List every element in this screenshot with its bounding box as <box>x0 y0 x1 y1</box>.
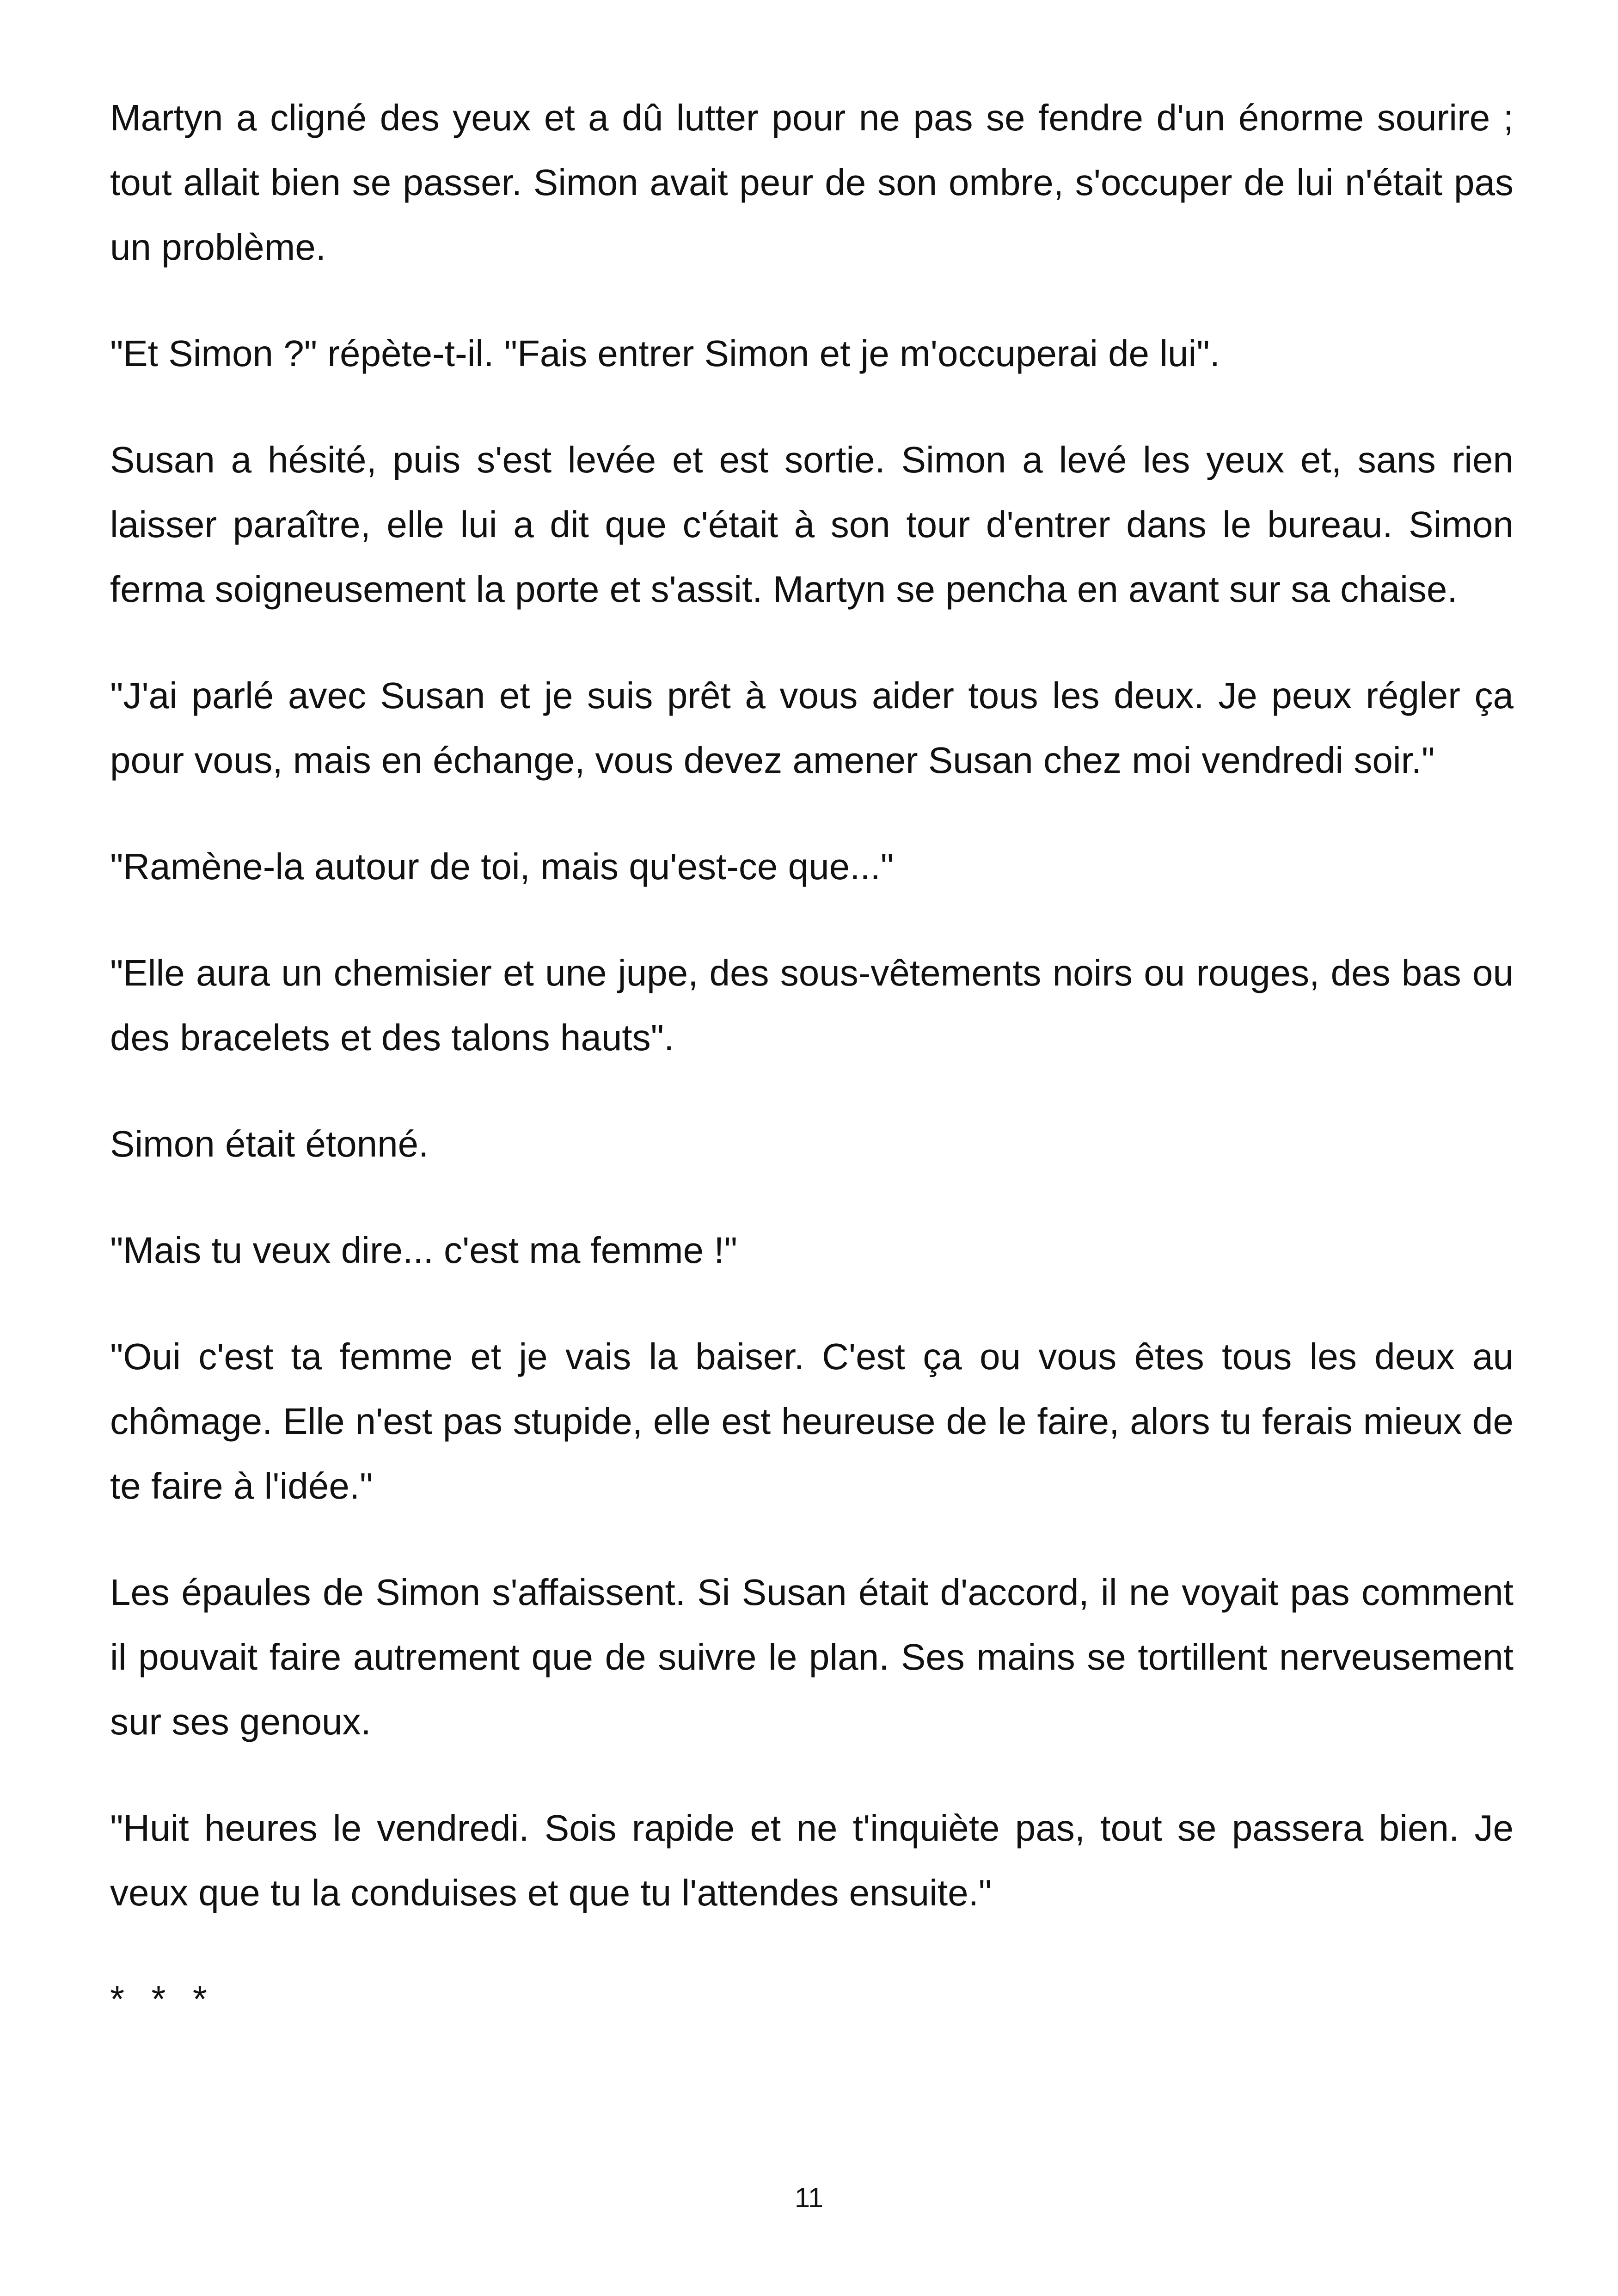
paragraph: "Oui c'est ta femme et je vais la baiser. C'est ça ou vous êtes tous les deux au chômage. Elle n'est pas stupide, elle est heureuse de le faire, alors tu ferais mieux de te faire à l'idée." <box>110 1336 1514 1506</box>
paragraph: "Et Simon ?" répète-t-il. "Fais entrer Simon et je m'occuperai de lui". <box>110 333 1220 374</box>
paragraph: Les épaules de Simon s'affaissent. Si Susan était d'accord, il ne voyait pas comment il pouvait faire autrement que de suivre le plan. Ses mains se tortillent nerveusement sur ses genoux. <box>110 1572 1514 1742</box>
section-separator: * * * <box>110 1978 215 2020</box>
paragraph: Martyn a cligné des yeux et a dû lutter pour ne pas se fendre d'un énorme sourire ; tout allait bien se passer. Simon avait peur de son ombre, s'occuper de lui n'était pas un problème. <box>110 97 1514 268</box>
paragraph: Simon était étonné. <box>110 1123 429 1164</box>
paragraph: "Ramène-la autour de toi, mais qu'est-ce que..." <box>110 846 894 887</box>
paragraph: "Mais tu veux dire... c'est ma femme !" <box>110 1230 737 1271</box>
page-number: 11 <box>794 2182 824 2213</box>
paragraph: Susan a hésité, puis s'est levée et est sortie. Simon a levé les yeux et, sans rien laisser paraître, elle lui a dit que c'était à son tour d'entrer dans le bureau. Simon ferma soigneusement la porte et s'assit. Martyn se pencha en avant sur sa chaise. <box>110 439 1514 610</box>
paragraph: "Huit heures le vendredi. Sois rapide et ne t'inquiète pas, tout se passera bien. Je veux que tu la conduises et que tu l'attendes ensuite." <box>110 1807 1514 1913</box>
paragraph: "J'ai parlé avec Susan et je suis prêt à vous aider tous les deux. Je peux régler ça pour vous, mais en échange, vous devez amener Susan chez moi vendredi soir." <box>110 675 1514 781</box>
document-page <box>110 86 1514 2032</box>
paragraph: "Elle aura un chemisier et une jupe, des sous-vêtements noirs ou rouges, des bas ou des bracelets et des talons hauts". <box>110 952 1514 1058</box>
